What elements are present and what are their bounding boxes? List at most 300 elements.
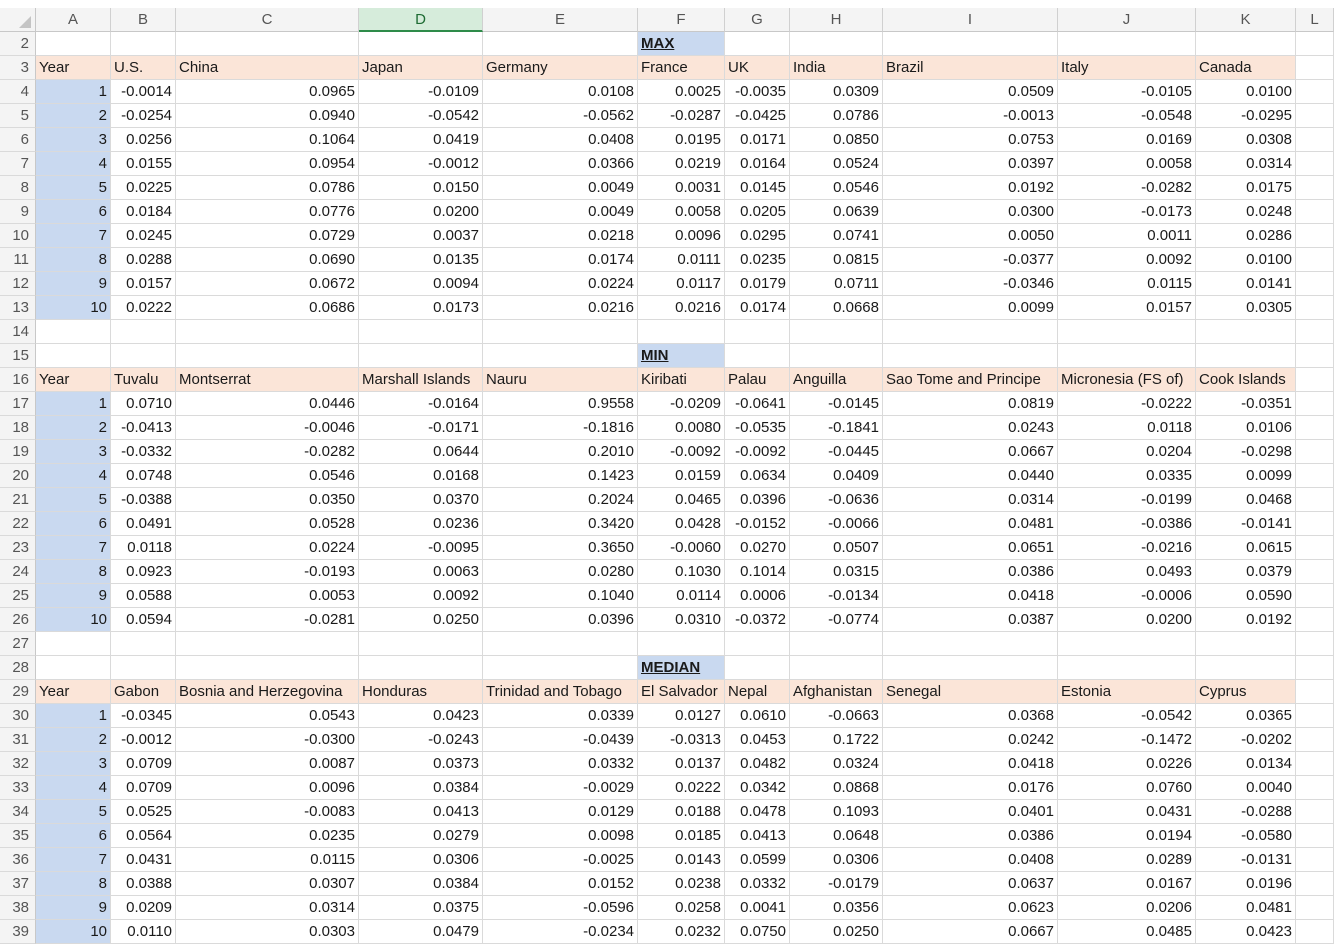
data-cell[interactable]: 0.0634 — [725, 464, 790, 488]
data-cell[interactable]: -0.0092 — [638, 440, 725, 464]
data-cell[interactable]: 0.0248 — [1196, 200, 1296, 224]
column-header-E[interactable]: E — [483, 8, 638, 32]
data-cell[interactable]: 0.0379 — [1196, 560, 1296, 584]
data-cell[interactable]: 0.0409 — [790, 464, 883, 488]
data-cell[interactable]: 0.0117 — [638, 272, 725, 296]
data-cell[interactable]: 0.0308 — [1196, 128, 1296, 152]
grid-cell[interactable] — [1296, 776, 1334, 800]
grid-cell[interactable] — [790, 656, 883, 680]
year-cell[interactable]: 5 — [36, 800, 111, 824]
data-cell[interactable]: -0.0346 — [883, 272, 1058, 296]
data-cell[interactable]: 0.1423 — [483, 464, 638, 488]
year-cell[interactable]: 1 — [36, 704, 111, 728]
data-cell[interactable]: 0.0307 — [176, 872, 359, 896]
data-cell[interactable]: 0.0711 — [790, 272, 883, 296]
data-cell[interactable]: 0.0423 — [359, 704, 483, 728]
data-cell[interactable]: -0.0083 — [176, 800, 359, 824]
grid-cell[interactable] — [36, 656, 111, 680]
grid-cell[interactable] — [883, 320, 1058, 344]
data-cell[interactable]: 0.0446 — [176, 392, 359, 416]
grid-cell[interactable] — [176, 632, 359, 656]
data-cell[interactable]: 0.0623 — [883, 896, 1058, 920]
row-header-24[interactable]: 24 — [0, 560, 36, 584]
grid-cell[interactable] — [1296, 704, 1334, 728]
grid-cell[interactable] — [359, 32, 483, 56]
row-header-19[interactable]: 19 — [0, 440, 36, 464]
data-cell[interactable]: 0.0384 — [359, 776, 483, 800]
data-cell[interactable]: 0.0479 — [359, 920, 483, 944]
data-cell[interactable]: 0.0135 — [359, 248, 483, 272]
row-header-25[interactable]: 25 — [0, 584, 36, 608]
column-header-F[interactable]: F — [638, 8, 725, 32]
year-cell[interactable]: 7 — [36, 848, 111, 872]
grid-cell[interactable] — [1296, 200, 1334, 224]
data-cell[interactable]: -0.1816 — [483, 416, 638, 440]
column-header-G[interactable]: G — [725, 8, 790, 32]
row-header-12[interactable]: 12 — [0, 272, 36, 296]
data-cell[interactable]: 0.0134 — [1196, 752, 1296, 776]
data-cell[interactable]: 0.0923 — [111, 560, 176, 584]
data-cell[interactable]: 0.0222 — [638, 776, 725, 800]
data-cell[interactable]: 0.0413 — [725, 824, 790, 848]
data-cell[interactable]: -0.0173 — [1058, 200, 1196, 224]
row-header-21[interactable]: 21 — [0, 488, 36, 512]
row-header-7[interactable]: 7 — [0, 152, 36, 176]
grid-cell[interactable] — [1196, 632, 1296, 656]
column-header-C[interactable]: C — [176, 8, 359, 32]
data-cell[interactable]: 0.0118 — [1058, 416, 1196, 440]
data-cell[interactable]: 0.0270 — [725, 536, 790, 560]
data-cell[interactable]: 0.0176 — [883, 776, 1058, 800]
data-cell[interactable]: 0.0238 — [638, 872, 725, 896]
data-cell[interactable]: 0.0115 — [1058, 272, 1196, 296]
row-header-3[interactable]: 3 — [0, 56, 36, 80]
grid-cell[interactable] — [1296, 872, 1334, 896]
year-cell[interactable]: 4 — [36, 776, 111, 800]
column-header-I[interactable]: I — [883, 8, 1058, 32]
data-cell[interactable]: 0.0815 — [790, 248, 883, 272]
data-cell[interactable]: -0.0029 — [483, 776, 638, 800]
data-cell[interactable]: 0.0332 — [725, 872, 790, 896]
grid-cell[interactable] — [36, 632, 111, 656]
grid-cell[interactable] — [1296, 608, 1334, 632]
data-cell[interactable]: 0.0094 — [359, 272, 483, 296]
year-cell[interactable]: 3 — [36, 752, 111, 776]
row-header-26[interactable]: 26 — [0, 608, 36, 632]
year-cell[interactable]: 7 — [36, 224, 111, 248]
data-cell[interactable]: 0.3420 — [483, 512, 638, 536]
grid-cell[interactable] — [1296, 824, 1334, 848]
data-cell[interactable]: 0.0753 — [883, 128, 1058, 152]
grid-cell[interactable] — [1296, 104, 1334, 128]
data-cell[interactable]: 0.0222 — [111, 296, 176, 320]
grid-cell[interactable] — [1296, 896, 1334, 920]
grid-cell[interactable] — [1296, 488, 1334, 512]
data-cell[interactable]: 0.0080 — [638, 416, 725, 440]
data-cell[interactable]: 0.0224 — [176, 536, 359, 560]
data-cell[interactable]: 0.0137 — [638, 752, 725, 776]
grid-cell[interactable] — [483, 344, 638, 368]
data-cell[interactable]: 0.0710 — [111, 392, 176, 416]
data-cell[interactable]: 0.0546 — [176, 464, 359, 488]
year-cell[interactable]: 1 — [36, 392, 111, 416]
select-all-corner[interactable] — [0, 8, 36, 32]
grid-cell[interactable] — [176, 344, 359, 368]
row-header-14[interactable]: 14 — [0, 320, 36, 344]
grid-cell[interactable] — [111, 320, 176, 344]
column-header-A[interactable]: A — [36, 8, 111, 32]
data-cell[interactable]: 0.0507 — [790, 536, 883, 560]
year-cell[interactable]: 2 — [36, 728, 111, 752]
data-cell[interactable]: 0.0332 — [483, 752, 638, 776]
grid-cell[interactable] — [790, 344, 883, 368]
data-cell[interactable]: 0.0324 — [790, 752, 883, 776]
grid-cell[interactable] — [1296, 464, 1334, 488]
year-cell[interactable]: 9 — [36, 584, 111, 608]
data-cell[interactable]: 0.0092 — [359, 584, 483, 608]
data-cell[interactable]: 0.0314 — [1196, 152, 1296, 176]
row-header-23[interactable]: 23 — [0, 536, 36, 560]
data-cell[interactable]: 0.0200 — [359, 200, 483, 224]
data-cell[interactable]: 0.0648 — [790, 824, 883, 848]
data-cell[interactable]: 0.0243 — [883, 416, 1058, 440]
data-cell[interactable]: 0.0564 — [111, 824, 176, 848]
data-cell[interactable]: 0.0258 — [638, 896, 725, 920]
data-cell[interactable]: -0.0145 — [790, 392, 883, 416]
data-cell[interactable]: -0.0372 — [725, 608, 790, 632]
grid-cell[interactable] — [36, 320, 111, 344]
data-cell[interactable]: 0.0413 — [359, 800, 483, 824]
data-cell[interactable]: 0.0729 — [176, 224, 359, 248]
data-cell[interactable]: 0.0096 — [638, 224, 725, 248]
year-cell[interactable]: 2 — [36, 104, 111, 128]
row-header-8[interactable]: 8 — [0, 176, 36, 200]
data-cell[interactable]: -0.1472 — [1058, 728, 1196, 752]
grid-cell[interactable] — [1296, 536, 1334, 560]
grid-cell[interactable] — [483, 656, 638, 680]
data-cell[interactable]: 0.0145 — [725, 176, 790, 200]
data-cell[interactable]: 0.0295 — [725, 224, 790, 248]
data-cell[interactable]: -0.0345 — [111, 704, 176, 728]
data-cell[interactable]: 0.0644 — [359, 440, 483, 464]
data-cell[interactable]: 0.0100 — [1196, 80, 1296, 104]
grid-cell[interactable] — [483, 632, 638, 656]
column-header-L[interactable]: L — [1296, 8, 1334, 32]
data-cell[interactable]: 0.0408 — [483, 128, 638, 152]
data-cell[interactable]: 0.0546 — [790, 176, 883, 200]
data-cell[interactable]: -0.0109 — [359, 80, 483, 104]
data-cell[interactable]: 0.0049 — [483, 200, 638, 224]
data-cell[interactable]: 0.0306 — [790, 848, 883, 872]
data-cell[interactable]: 0.0493 — [1058, 560, 1196, 584]
data-cell[interactable]: 0.0408 — [883, 848, 1058, 872]
year-cell[interactable]: 8 — [36, 248, 111, 272]
data-cell[interactable]: -0.0580 — [1196, 824, 1296, 848]
grid-cell[interactable] — [883, 344, 1058, 368]
grid-cell[interactable] — [1296, 752, 1334, 776]
row-header-33[interactable]: 33 — [0, 776, 36, 800]
data-cell[interactable]: 0.0481 — [883, 512, 1058, 536]
data-cell[interactable]: -0.0234 — [483, 920, 638, 944]
grid-cell[interactable] — [725, 632, 790, 656]
year-cell[interactable]: 5 — [36, 176, 111, 200]
grid-cell[interactable] — [359, 632, 483, 656]
year-cell[interactable]: 7 — [36, 536, 111, 560]
row-header-6[interactable]: 6 — [0, 128, 36, 152]
data-cell[interactable]: 0.0232 — [638, 920, 725, 944]
data-cell[interactable]: 0.0396 — [725, 488, 790, 512]
data-cell[interactable]: -0.0254 — [111, 104, 176, 128]
data-cell[interactable]: 0.0050 — [883, 224, 1058, 248]
data-cell[interactable]: 0.0219 — [638, 152, 725, 176]
grid-cell[interactable] — [1296, 272, 1334, 296]
data-cell[interactable]: -0.0171 — [359, 416, 483, 440]
data-cell[interactable]: 0.0387 — [883, 608, 1058, 632]
column-header-H[interactable]: H — [790, 8, 883, 32]
data-cell[interactable]: 0.0384 — [359, 872, 483, 896]
grid-cell[interactable] — [1296, 392, 1334, 416]
data-cell[interactable]: 0.0167 — [1058, 872, 1196, 896]
grid-cell[interactable] — [1058, 32, 1196, 56]
data-cell[interactable]: 0.0485 — [1058, 920, 1196, 944]
data-cell[interactable]: 0.0196 — [1196, 872, 1296, 896]
data-cell[interactable]: 0.0242 — [883, 728, 1058, 752]
year-cell[interactable]: 4 — [36, 152, 111, 176]
data-cell[interactable]: 0.2010 — [483, 440, 638, 464]
data-cell[interactable]: 0.0152 — [483, 872, 638, 896]
data-cell[interactable]: -0.0092 — [725, 440, 790, 464]
data-cell[interactable]: 0.0118 — [111, 536, 176, 560]
data-cell[interactable]: 0.0428 — [638, 512, 725, 536]
data-cell[interactable]: 0.0256 — [111, 128, 176, 152]
data-cell[interactable]: 0.0741 — [790, 224, 883, 248]
data-cell[interactable]: 0.0185 — [638, 824, 725, 848]
data-cell[interactable]: 0.0396 — [483, 608, 638, 632]
grid-cell[interactable] — [1296, 296, 1334, 320]
grid-cell[interactable] — [1296, 80, 1334, 104]
grid-cell[interactable] — [1296, 656, 1334, 680]
grid-cell[interactable] — [1296, 512, 1334, 536]
data-cell[interactable]: -0.0542 — [359, 104, 483, 128]
data-cell[interactable]: 0.0525 — [111, 800, 176, 824]
grid-cell[interactable] — [483, 320, 638, 344]
data-cell[interactable]: 0.0174 — [725, 296, 790, 320]
data-cell[interactable]: 0.0524 — [790, 152, 883, 176]
data-cell[interactable]: 0.0280 — [483, 560, 638, 584]
data-cell[interactable]: 0.0225 — [111, 176, 176, 200]
row-header-38[interactable]: 38 — [0, 896, 36, 920]
row-header-17[interactable]: 17 — [0, 392, 36, 416]
data-cell[interactable]: 0.0115 — [176, 848, 359, 872]
data-cell[interactable]: 0.0200 — [1058, 608, 1196, 632]
data-cell[interactable]: 0.0288 — [111, 248, 176, 272]
year-cell[interactable]: 4 — [36, 464, 111, 488]
data-cell[interactable]: 0.0314 — [176, 896, 359, 920]
grid-cell[interactable] — [638, 320, 725, 344]
data-cell[interactable]: 0.0310 — [638, 608, 725, 632]
column-header-D[interactable]: D — [359, 8, 483, 32]
data-cell[interactable]: -0.0439 — [483, 728, 638, 752]
grid-cell[interactable] — [1296, 32, 1334, 56]
grid-cell[interactable] — [36, 344, 111, 368]
data-cell[interactable]: -0.0216 — [1058, 536, 1196, 560]
data-cell[interactable]: 0.0031 — [638, 176, 725, 200]
grid-cell[interactable] — [111, 344, 176, 368]
year-cell[interactable]: 6 — [36, 824, 111, 848]
data-cell[interactable]: -0.0243 — [359, 728, 483, 752]
data-cell[interactable]: 0.0419 — [359, 128, 483, 152]
data-cell[interactable]: -0.0012 — [111, 728, 176, 752]
data-cell[interactable]: 0.0110 — [111, 920, 176, 944]
year-cell[interactable]: 6 — [36, 200, 111, 224]
row-header-18[interactable]: 18 — [0, 416, 36, 440]
data-cell[interactable]: 0.0106 — [1196, 416, 1296, 440]
data-cell[interactable]: 0.0370 — [359, 488, 483, 512]
data-cell[interactable]: 0.0127 — [638, 704, 725, 728]
data-cell[interactable]: -0.0060 — [638, 536, 725, 560]
grid-cell[interactable] — [1296, 800, 1334, 824]
data-cell[interactable]: -0.0209 — [638, 392, 725, 416]
data-cell[interactable]: 0.0760 — [1058, 776, 1196, 800]
data-cell[interactable]: -0.0202 — [1196, 728, 1296, 752]
data-cell[interactable]: 0.3650 — [483, 536, 638, 560]
data-cell[interactable]: 0.0216 — [638, 296, 725, 320]
grid-cell[interactable] — [1296, 728, 1334, 752]
data-cell[interactable]: -0.0425 — [725, 104, 790, 128]
data-cell[interactable]: -0.0141 — [1196, 512, 1296, 536]
data-cell[interactable]: 0.0543 — [176, 704, 359, 728]
grid-cell[interactable] — [1296, 344, 1334, 368]
grid-cell[interactable] — [1296, 680, 1334, 704]
grid-cell[interactable] — [1196, 344, 1296, 368]
data-cell[interactable]: 0.0373 — [359, 752, 483, 776]
data-cell[interactable]: 0.0690 — [176, 248, 359, 272]
data-cell[interactable]: 0.0386 — [883, 824, 1058, 848]
data-cell[interactable]: -0.0131 — [1196, 848, 1296, 872]
data-cell[interactable]: -0.0095 — [359, 536, 483, 560]
data-cell[interactable]: -0.0774 — [790, 608, 883, 632]
grid-cell[interactable] — [1296, 368, 1334, 392]
data-cell[interactable]: 0.0174 — [483, 248, 638, 272]
data-cell[interactable]: 0.0206 — [1058, 896, 1196, 920]
data-cell[interactable]: 0.0159 — [638, 464, 725, 488]
data-cell[interactable]: 0.0111 — [638, 248, 725, 272]
data-cell[interactable]: 0.0168 — [359, 464, 483, 488]
grid-cell[interactable] — [1296, 584, 1334, 608]
grid-cell[interactable] — [1296, 152, 1334, 176]
data-cell[interactable]: -0.0014 — [111, 80, 176, 104]
data-cell[interactable]: 0.0143 — [638, 848, 725, 872]
data-cell[interactable]: -0.0542 — [1058, 704, 1196, 728]
data-cell[interactable]: -0.0282 — [176, 440, 359, 464]
year-cell[interactable]: 1 — [36, 80, 111, 104]
data-cell[interactable]: 0.0040 — [1196, 776, 1296, 800]
data-cell[interactable]: 0.0041 — [725, 896, 790, 920]
data-cell[interactable]: 0.0195 — [638, 128, 725, 152]
grid-cell[interactable] — [359, 320, 483, 344]
year-cell[interactable]: 2 — [36, 416, 111, 440]
data-cell[interactable]: -0.0025 — [483, 848, 638, 872]
column-header-K[interactable]: K — [1196, 8, 1296, 32]
data-cell[interactable]: 0.0491 — [111, 512, 176, 536]
data-cell[interactable]: 0.0192 — [1196, 608, 1296, 632]
data-cell[interactable]: 0.0397 — [883, 152, 1058, 176]
row-header-11[interactable]: 11 — [0, 248, 36, 272]
year-cell[interactable]: 10 — [36, 296, 111, 320]
grid-cell[interactable] — [883, 656, 1058, 680]
data-cell[interactable]: 0.0667 — [883, 440, 1058, 464]
data-cell[interactable]: -0.0035 — [725, 80, 790, 104]
row-header-28[interactable]: 28 — [0, 656, 36, 680]
data-cell[interactable]: 0.1064 — [176, 128, 359, 152]
grid-cell[interactable] — [111, 32, 176, 56]
year-cell[interactable]: 9 — [36, 272, 111, 296]
row-header-22[interactable]: 22 — [0, 512, 36, 536]
data-cell[interactable]: -0.0006 — [1058, 584, 1196, 608]
data-cell[interactable]: 0.0481 — [1196, 896, 1296, 920]
grid-cell[interactable] — [1296, 128, 1334, 152]
data-cell[interactable]: 0.0129 — [483, 800, 638, 824]
data-cell[interactable]: 0.0528 — [176, 512, 359, 536]
year-cell[interactable]: 3 — [36, 440, 111, 464]
data-cell[interactable]: -0.0663 — [790, 704, 883, 728]
data-cell[interactable]: 0.0006 — [725, 584, 790, 608]
grid-cell[interactable] — [1196, 656, 1296, 680]
data-cell[interactable]: 0.0224 — [483, 272, 638, 296]
row-header-10[interactable]: 10 — [0, 224, 36, 248]
data-cell[interactable]: -0.0199 — [1058, 488, 1196, 512]
data-cell[interactable]: -0.0179 — [790, 872, 883, 896]
data-cell[interactable]: 0.0509 — [883, 80, 1058, 104]
grid-cell[interactable] — [483, 32, 638, 56]
data-cell[interactable]: -0.0282 — [1058, 176, 1196, 200]
data-cell[interactable]: 0.0279 — [359, 824, 483, 848]
data-cell[interactable]: 0.0087 — [176, 752, 359, 776]
data-cell[interactable]: 0.0375 — [359, 896, 483, 920]
data-cell[interactable]: 0.0235 — [725, 248, 790, 272]
data-cell[interactable]: 0.0667 — [883, 920, 1058, 944]
data-cell[interactable]: 0.1040 — [483, 584, 638, 608]
grid-cell[interactable] — [1296, 848, 1334, 872]
data-cell[interactable]: 0.0171 — [725, 128, 790, 152]
data-cell[interactable]: 0.0440 — [883, 464, 1058, 488]
data-cell[interactable]: 0.0099 — [1196, 464, 1296, 488]
grid-cell[interactable] — [1058, 632, 1196, 656]
data-cell[interactable]: -0.0445 — [790, 440, 883, 464]
data-cell[interactable]: 0.0850 — [790, 128, 883, 152]
data-cell[interactable]: 0.0668 — [790, 296, 883, 320]
data-cell[interactable]: 0.0169 — [1058, 128, 1196, 152]
data-cell[interactable]: 0.0868 — [790, 776, 883, 800]
data-cell[interactable]: -0.0164 — [359, 392, 483, 416]
data-cell[interactable]: -0.0377 — [883, 248, 1058, 272]
data-cell[interactable]: 0.2024 — [483, 488, 638, 512]
data-cell[interactable]: 0.0250 — [359, 608, 483, 632]
data-cell[interactable]: 0.0305 — [1196, 296, 1296, 320]
data-cell[interactable]: 0.0401 — [883, 800, 1058, 824]
grid-cell[interactable] — [790, 320, 883, 344]
data-cell[interactable]: 0.0192 — [883, 176, 1058, 200]
grid-cell[interactable] — [1296, 176, 1334, 200]
data-cell[interactable]: -0.0298 — [1196, 440, 1296, 464]
row-header-13[interactable]: 13 — [0, 296, 36, 320]
data-cell[interactable]: 0.0431 — [1058, 800, 1196, 824]
data-cell[interactable]: -0.0288 — [1196, 800, 1296, 824]
data-cell[interactable]: 0.0049 — [483, 176, 638, 200]
grid-cell[interactable] — [725, 344, 790, 368]
data-cell[interactable]: -0.0046 — [176, 416, 359, 440]
grid-cell[interactable] — [111, 632, 176, 656]
